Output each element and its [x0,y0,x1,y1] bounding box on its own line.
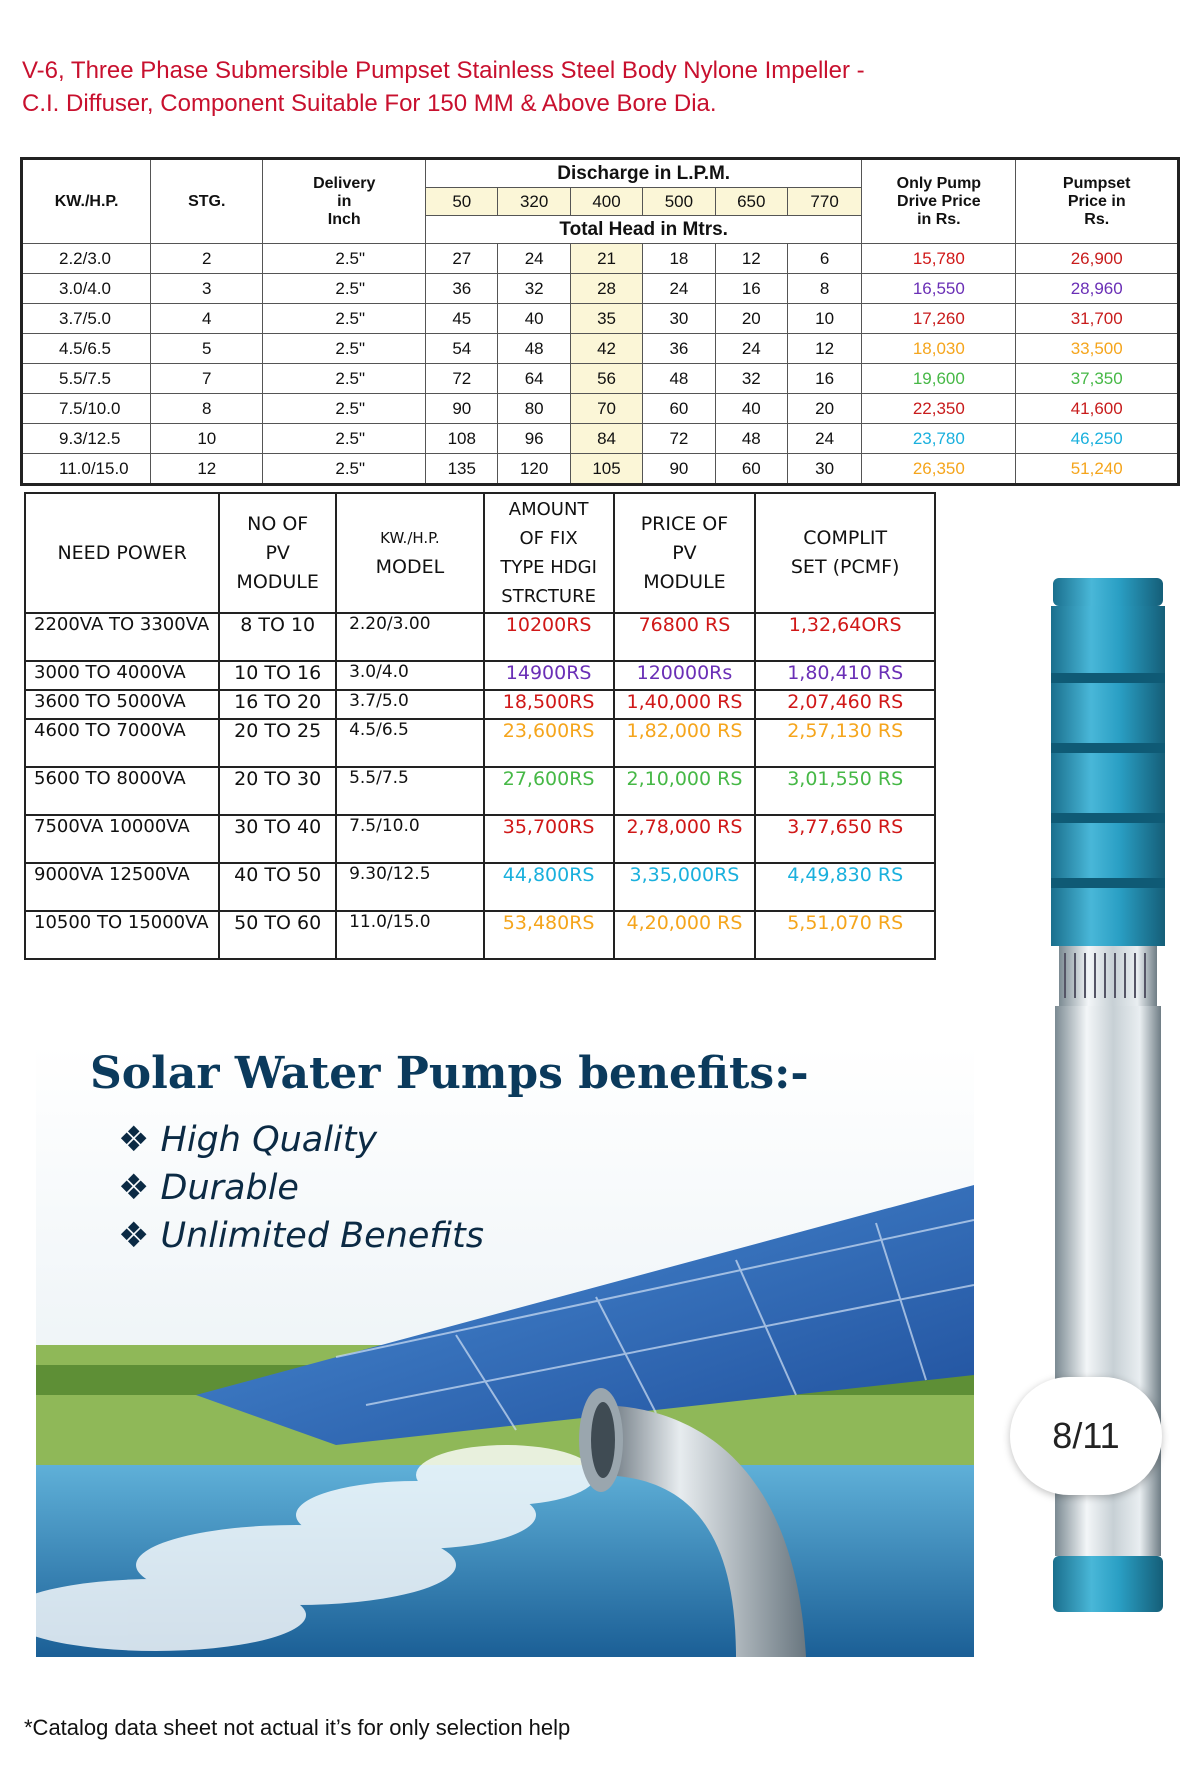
spec-pump-price: 15,780 [862,244,1016,274]
spec-head-value: 40 [715,394,787,424]
spec-delivery: 2.5" [263,424,426,454]
spec-delivery: 2.5" [263,334,426,364]
spec-stg: 8 [151,394,263,424]
benefit-item: ❖ Unlimited Benefits [118,1216,484,1256]
solar-need-power: 3000 TO 4000VA [25,661,219,690]
solar-pv-price: 1,40,000 RS [614,690,756,719]
solar-structure-amount: 14900RS [484,661,614,690]
benefit-item: ❖ Durable [118,1168,299,1208]
spec-head-value: 48 [498,334,570,364]
header-total-head: Total Head in Mtrs. [426,216,862,244]
spec-kw: 9.3/12.5 [22,424,151,454]
spec-head-value: 8 [787,274,861,304]
solar-row [25,613,935,661]
solar-complete-set: 3,77,650 RS [755,815,935,863]
solar-row [25,815,935,863]
spec-stg: 10 [151,424,263,454]
spec-delivery: 2.5" [263,304,426,334]
solar-model: 4.5/6.5 [336,719,484,767]
spec-head-value: 10 [787,304,861,334]
solar-structure-amount: 44,800RS [484,863,614,911]
solar-model: 9.30/12.5 [336,863,484,911]
header-amount-line2: OF FIX [519,528,578,549]
spec-delivery: 2.5" [263,274,426,304]
spec-pumpset-price: 46,250 [1016,424,1179,454]
spec-kw: 2.2/3.0 [22,244,151,274]
solar-need-power: 4600 TO 7000VA [25,719,219,767]
solar-complete-set: 1,32,64ORS [755,613,935,661]
title-line-1: V-6, Three Phase Submersible Pumpset Stainless Steel Body Nylone Impeller - [22,57,865,84]
spec-pump-price: 23,780 [862,424,1016,454]
solar-pv-modules: 10 TO 16 [219,661,336,690]
lpm-header: 650 [715,188,787,216]
spec-delivery: 2.5" [263,244,426,274]
spec-head-value: 48 [643,364,715,394]
solar-need-power: 5600 TO 8000VA [25,767,219,815]
spec-row [22,394,1179,424]
solar-pv-price: 1,82,000 RS [614,719,756,767]
solar-pv-price: 76800 RS [614,613,756,661]
spec-stg: 4 [151,304,263,334]
lpm-header: 500 [643,188,715,216]
solar-structure-amount: 10200RS [484,613,614,661]
spec-pumpset-price: 26,900 [1016,244,1179,274]
solar-pv-modules: 20 TO 30 [219,767,336,815]
pump-spec-table [20,157,1180,486]
spec-stg: 12 [151,454,263,485]
footnote: *Catalog data sheet not actual it’s for only selection help [24,1715,571,1740]
solar-pv-modules: 20 TO 25 [219,719,336,767]
solar-need-power: 9000VA 12500VA [25,863,219,911]
spec-kw: 11.0/15.0 [22,454,151,485]
spec-pumpset-price: 51,240 [1016,454,1179,485]
spec-delivery: 2.5" [263,364,426,394]
solar-complete-set: 2,07,460 RS [755,690,935,719]
spec-head-value: 36 [643,334,715,364]
spec-stg: 3 [151,274,263,304]
spec-head-value: 64 [498,364,570,394]
spec-head-value: 32 [715,364,787,394]
title-line-2: C.I. Diffuser, Component Suitable For 150 MM & Above Bore Dia. [22,90,717,117]
spec-head-value: 45 [426,304,498,334]
spec-pumpset-price: 37,350 [1016,364,1179,394]
solar-complete-set: 5,51,070 RS [755,911,935,959]
header-pumpset [1016,159,1179,244]
header-amount [484,493,614,613]
solar-structure-amount: 35,700RS [484,815,614,863]
header-delivery-line1: Delivery [313,174,376,192]
spec-pump-price: 16,550 [862,274,1016,304]
solar-need-power: 10500 TO 15000VA [25,911,219,959]
solar-pv-modules: 16 TO 20 [219,690,336,719]
solar-row [25,767,935,815]
spec-head-value: 27 [426,244,498,274]
spec-head-value: 30 [787,454,861,485]
solar-model: 11.0/15.0 [336,911,484,959]
solar-row [25,911,935,959]
solar-pv-price: 2,78,000 RS [614,815,756,863]
solar-model: 7.5/10.0 [336,815,484,863]
spec-pump-price: 18,030 [862,334,1016,364]
spec-delivery: 2.5" [263,394,426,424]
header-delivery-line2: in [337,192,352,210]
spec-stg: 7 [151,364,263,394]
solar-need-power: 7500VA 10000VA [25,815,219,863]
header-need-power: NEED POWER [25,493,219,613]
spec-head-value: 72 [426,364,498,394]
header-only-pump-line1: Only Pump [896,174,982,192]
spec-head-value: 36 [426,274,498,304]
header-amount-line4: STRCTURE [501,586,596,607]
spec-kw: 3.0/4.0 [22,274,151,304]
document-title [22,54,922,120]
solar-pv-price: 120000Rs [614,661,756,690]
solar-model: 2.20/3.00 [336,613,484,661]
solar-pv-modules: 8 TO 10 [219,613,336,661]
spec-pump-price: 26,350 [862,454,1016,485]
header-only-pump [862,159,1016,244]
header-delivery [263,159,426,244]
header-price-pv-line3: MODULE [643,570,726,593]
spec-head-value: 24 [498,244,570,274]
header-price-pv-line1: PRICE OF [640,512,729,535]
header-kw-model-line1: KW./H.P. [380,529,440,547]
spec-head-value: 108 [426,424,498,454]
solar-model: 3.7/5.0 [336,690,484,719]
spec-head-value: 21 [570,244,642,274]
header-delivery-line3: Inch [327,210,361,228]
spec-head-value: 20 [715,304,787,334]
solar-row [25,661,935,690]
spec-head-value: 20 [787,394,861,424]
header-price-pv [614,493,756,613]
solar-structure-amount: 18,500RS [484,690,614,719]
header-discharge: Discharge in L.P.M. [426,159,862,188]
header-no-of-pv-line2: PV [265,541,290,564]
header-complit-line1: COMPLIT [803,527,888,549]
spec-head-value: 70 [570,394,642,424]
spec-head-value: 48 [715,424,787,454]
header-complit-line2: SET (PCMF) [790,556,900,578]
solar-complete-set: 1,80,410 RS [755,661,935,690]
solar-complete-set: 4,49,830 RS [755,863,935,911]
spec-head-value: 54 [426,334,498,364]
solar-row [25,863,935,911]
spec-head-value: 35 [570,304,642,334]
spec-stg: 5 [151,334,263,364]
spec-head-value: 80 [498,394,570,424]
header-stg: STG. [151,159,263,244]
solar-pv-price: 2,10,000 RS [614,767,756,815]
spec-row [22,244,1179,274]
header-amount-line3: TYPE HDGI [500,557,597,578]
solar-need-power: 2200VA TO 3300VA [25,613,219,661]
page-indicator: 8/11 [1010,1377,1162,1495]
header-complit-set [755,493,935,613]
solar-row [25,719,935,767]
header-no-of-pv-line3: MODULE [236,570,319,593]
spec-head-value: 40 [498,304,570,334]
solar-pv-modules: 50 TO 60 [219,911,336,959]
spec-head-value: 90 [643,454,715,485]
spec-row [22,334,1179,364]
spec-head-value: 84 [570,424,642,454]
spec-head-value: 32 [498,274,570,304]
spec-delivery: 2.5" [263,454,426,485]
header-kw-model-line2: MODEL [375,556,445,578]
spec-head-value: 30 [643,304,715,334]
spec-row [22,364,1179,394]
spec-row [22,454,1179,485]
spec-head-value: 96 [498,424,570,454]
lpm-header: 320 [498,188,570,216]
header-only-pump-line3: in Rs. [917,210,961,228]
solar-pv-price: 4,20,000 RS [614,911,756,959]
spec-kw: 3.7/5.0 [22,304,151,334]
header-pumpset-line1: Pumpset [1062,174,1131,192]
spec-kw: 7.5/10.0 [22,394,151,424]
spec-head-value: 28 [570,274,642,304]
solar-complete-set: 3,01,550 RS [755,767,935,815]
spec-row [22,304,1179,334]
lpm-header: 770 [787,188,861,216]
spec-head-value: 90 [426,394,498,424]
spec-pumpset-price: 33,500 [1016,334,1179,364]
spec-head-value: 24 [715,334,787,364]
header-price-pv-line2: PV [672,541,697,564]
solar-structure-amount: 53,480RS [484,911,614,959]
solar-pv-price: 3,35,000RS [614,863,756,911]
header-no-of-pv-line1: NO OF [247,512,309,535]
solar-model: 3.0/4.0 [336,661,484,690]
spec-kw: 5.5/7.5 [22,364,151,394]
lpm-header: 50 [426,188,498,216]
solar-structure-amount: 27,600RS [484,767,614,815]
spec-pumpset-price: 41,600 [1016,394,1179,424]
solar-complete-set: 2,57,130 RS [755,719,935,767]
header-pumpset-line3: Rs. [1084,210,1110,228]
spec-head-value: 16 [787,364,861,394]
solar-pump-table [24,492,936,960]
solar-pv-modules: 40 TO 50 [219,863,336,911]
spec-pump-price: 22,350 [862,394,1016,424]
spec-head-value: 72 [643,424,715,454]
spec-head-value: 24 [787,424,861,454]
header-amount-line1: AMOUNT [508,499,589,520]
spec-pump-price: 19,600 [862,364,1016,394]
spec-head-value: 60 [715,454,787,485]
header-kw-model [336,493,484,613]
header-pumpset-line2: Price in [1067,192,1126,210]
benefit-item: ❖ High Quality [118,1120,378,1160]
header-no-of-pv [219,493,336,613]
spec-row [22,274,1179,304]
spec-head-value: 12 [715,244,787,274]
spec-head-value: 12 [787,334,861,364]
spec-head-value: 120 [498,454,570,485]
spec-head-value: 6 [787,244,861,274]
spec-head-value: 24 [643,274,715,304]
spec-pumpset-price: 31,700 [1016,304,1179,334]
spec-row [22,424,1179,454]
solar-structure-amount: 23,600RS [484,719,614,767]
spec-stg: 2 [151,244,263,274]
benefits-title: Solar Water Pumps benefits:- [90,1048,809,1099]
spec-kw: 4.5/6.5 [22,334,151,364]
spec-pump-price: 17,260 [862,304,1016,334]
spec-head-value: 60 [643,394,715,424]
solar-model: 5.5/7.5 [336,767,484,815]
spec-head-value: 105 [570,454,642,485]
spec-head-value: 56 [570,364,642,394]
spec-head-value: 42 [570,334,642,364]
spec-head-value: 18 [643,244,715,274]
spec-pumpset-price: 28,960 [1016,274,1179,304]
spec-head-value: 16 [715,274,787,304]
spec-head-value: 135 [426,454,498,485]
lpm-header: 400 [570,188,642,216]
header-only-pump-line2: Drive Price [897,192,981,210]
header-kw-hp: KW./H.P. [22,159,151,244]
solar-need-power: 3600 TO 5000VA [25,690,219,719]
solar-row [25,690,935,719]
solar-pv-modules: 30 TO 40 [219,815,336,863]
